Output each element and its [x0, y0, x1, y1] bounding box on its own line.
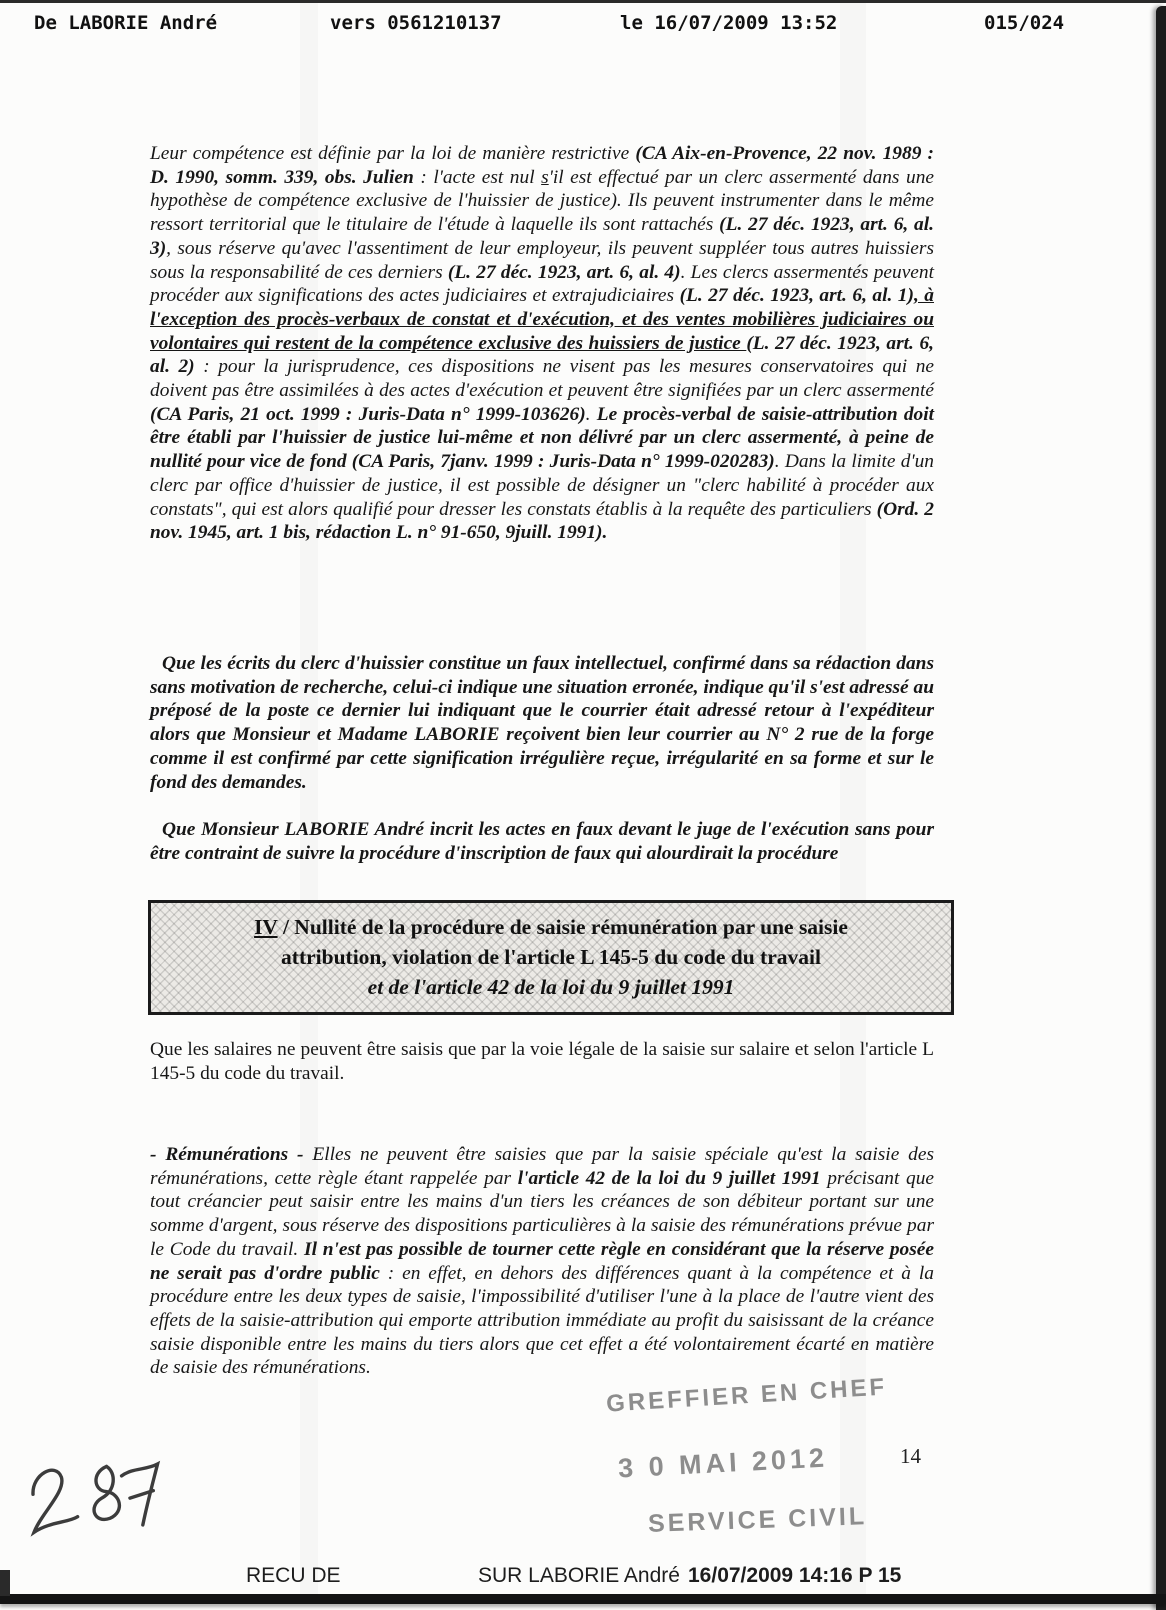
- text-run: . Dans la limite d'un clerc par office d'huissier de justice, il est possible de désigner un "clerc habilité à procéder aux constats", qui est alors qualifié pour dresser les constats établis à la requête des particuliers: [150, 451, 934, 520]
- text-run: (CA Aix-en-Provence, 22 nov. 1989 : D. 1990, somm. 339, obs. Julien: [150, 143, 934, 188]
- handwritten-number-287: [13, 1440, 173, 1560]
- footer-sender: SUR LABORIE André: [478, 1564, 680, 1587]
- text-run: : pour la jurisprudence, ces dispositions ne visent pas les mesures conservatoires qui ne doivent pas être assimilées à des actes d'exécution et peuvent être signifiées par un clerc assermenté: [150, 356, 934, 402]
- fax-recipient-number: vers 0561210137: [330, 12, 502, 34]
- text-run: l'article 42 de la loi du 9 juillet 1991: [517, 1167, 821, 1189]
- text-run: (L. 27 déc. 1923, art. 6, al. 3): [150, 214, 934, 259]
- body-paragraph-inscription-faux: Que Monsieur LABORIE André incrit les actes en faux devant le juge de l'exécution sans pour être contraint de suivre la procédure d'inscription de faux qui alourdirait la procédure: [150, 819, 934, 864]
- text-run: , sous réserve qu'avec l'assentiment de leur employeur, ils peuvent suppléer tous autres huissiers sous la responsabilité de ces derniers: [150, 237, 934, 283]
- text-run: .: [585, 403, 597, 425]
- text-run: s: [541, 166, 549, 188]
- footer-received-label: RECU DE: [246, 1564, 341, 1587]
- scan-edge-bottom: [0, 1594, 1166, 1604]
- footer-datetime: 16/07/2009 14:16 P 15: [688, 1564, 902, 1587]
- body-paragraph-remunerations: [150, 1143, 934, 1380]
- scan-edge-right: [1156, 6, 1166, 1610]
- heading-line-2: attribution, violation de l'article L 145-5 du code du travail: [281, 945, 821, 969]
- text-run: précisant que tout créancier peut saisir entre les mains d'un tiers les créances de son débiteur portant sur une somme d'argent, sous réserve des dispositions particulières à la saisie des rémunérations prévue par le Code du travail.: [150, 1167, 935, 1260]
- fax-sender: De LABORIE André: [34, 12, 218, 34]
- text-run: 'il est effectué par un clerc assermenté dans une hypothèse de compétence exclusive de l'huissier de justice). Ils peuvent instrumenter dans le même ressort territorial que le titulaire de l'étude à laquelle ils sont rattachés: [150, 166, 934, 236]
- heading-line-3: et de l'article 42 de la loi du 9 juillet 1991: [367, 975, 735, 999]
- text-run: Le procès-verbal de saisie-attribution doit être établi par l'huissier de justice lui-même et non délivré par un clerc assermenté, à peine de nullité pour vice de fond: [150, 403, 935, 473]
- stamp-service-civil: SERVICE CIVIL: [647, 1502, 868, 1538]
- heading-line-1-text: / Nullité de la procédure de saisie rémunération par une saisie: [277, 915, 848, 939]
- text-run: - Rémunérations -: [150, 1144, 313, 1165]
- page-number: 14: [900, 1444, 921, 1468]
- stamp-greffier-en-chef: GREFFIER EN CHEF: [605, 1373, 888, 1418]
- section-numeral: IV: [254, 915, 278, 939]
- text-run: Elles ne peuvent être saisies que par la saisie spéciale qu'est la saisie des rémunérations, cette règle étant rappelée par: [150, 1144, 935, 1189]
- scan-edge-top: [0, 0, 1166, 3]
- text-run: (L. 27 déc. 1923, art. 6, al. 2): [150, 332, 934, 378]
- text-run: . Les clercs assermentés peuvent procéder aux significations des actes judiciaires et extrajudiciaires: [150, 261, 934, 307]
- text-run: : l'acte est nul: [413, 166, 542, 188]
- text-run: (CA Paris, 21 oct. 1999 : Juris-Data n° 1999-103626): [150, 403, 586, 425]
- fax-datetime: le 16/07/2009 13:52: [620, 12, 838, 34]
- text-run: : en effet, en dehors des différences quant à la compétence et à la procédure entre les deux types de saisie, l'impossibilité d'utiliser l'une à la place de l'autre vient des effets de la saisie-attribution qui emporte attribution immédiate au profit du saisissant de la créance saisie disponible entre les mains du tiers alors que cet effet a été volontairement écarté en matière de saisie des rémunérations.: [150, 1262, 934, 1379]
- text-run: (L. 27 déc. 1923, art. 6, al. 4): [447, 261, 681, 283]
- handwritten-287-strokes: [13, 1440, 173, 1555]
- text-run: Leur compétence est définie par la loi de manière restrictive: [150, 143, 636, 164]
- text-run: (L. 27 déc. 1923, art. 6, al. 1: [679, 285, 908, 307]
- body-paragraph-faux-intellectuel: Que les écrits du clerc d'huissier constitue un faux intellectuel, confirmé dans sa rédaction dans sans motivation de recherche, celui-ci indique une situation erronée, indique qu'il s'est adressé au préposé de la poste ce dernier lui indiquant que le courrier était adressé retour à l'expéditeur alors que Monsieur et Madame LABORIE reçoivent bien leur courrier au N° 2 rue de la forge comme il est confirmé par cette signification irrégulière reçue, irrégularité en sa forme et sur le fond des demandes.: [150, 653, 934, 793]
- text-run: (CA Paris, 7janv. 1999 : Juris-Data n° 1999-020283): [351, 451, 775, 473]
- fax-page-counter: 015/024: [984, 12, 1065, 34]
- text-run: Il n'est pas possible de tourner cette règle en considérant que la réserve posée ne serait pas d'ordre public: [150, 1238, 934, 1284]
- text-run: (Ord. 2 nov. 1945, art. 1 bis, rédaction L. n° 91-650, 9juill. 1991).: [150, 498, 935, 544]
- fax-footer: [0, 1564, 1166, 1592]
- section-heading-box: [148, 900, 954, 1015]
- body-paragraph-doctrine: [150, 142, 934, 545]
- heading-line-1: [161, 912, 941, 942]
- text-run: ), à l'exception des procès-verbaux de constat et d'exécution, et des ventes mobilières judiciaires ou volontaires qui restent de la compétence exclusive des huissiers de justice: [150, 285, 934, 354]
- body-paragraph-salaires: Que les salaires ne peuvent être saisis que par la voie légale de la saisie sur salaire et selon l'article L 145-5 du code du travail.: [150, 1039, 934, 1084]
- fax-header: [0, 12, 1166, 42]
- stamp-date: 3 0 MAI 2012: [617, 1442, 829, 1484]
